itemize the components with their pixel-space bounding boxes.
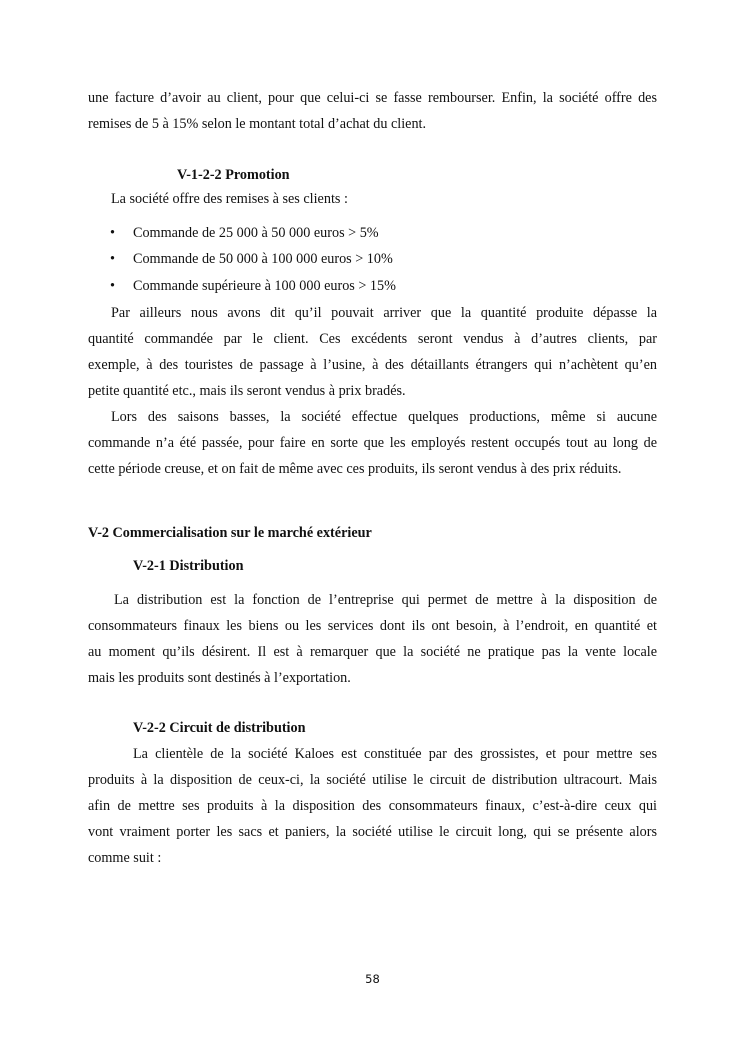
paragraph-line: vont vraiment porter les sacs et paniers, la société utilise le circuit long, qui se présente alors <box>88 824 657 840</box>
paragraph-line: au moment qu’ils désirent. Il est à remarquer que la société ne pratique pas la vente locale <box>88 644 657 660</box>
paragraph-line: quantité commandée par le client. Ces excédents seront vendus à d’autres clients, par <box>88 331 657 347</box>
paragraph-line: une facture d’avoir au client, pour que celui-ci se fasse rembourser. Enfin, la société offre des <box>88 90 657 106</box>
paragraph-line: petite quantité etc., mais ils seront vendus à prix bradés. <box>88 383 406 399</box>
section-heading: V-2-1 Distribution <box>133 558 244 574</box>
paragraph-line: Par ailleurs nous avons dit qu’il pouvait arriver que la quantité produite dépasse la <box>111 305 657 321</box>
paragraph-line: produits à la disposition de ceux-ci, la société utilise le circuit de distribution ultracourt. Mais <box>88 772 657 788</box>
paragraph-line: Lors des saisons basses, la société effectue quelques productions, même si aucune <box>111 409 657 425</box>
paragraph-line: remises de 5 à 15% selon le montant total d’achat du client. <box>88 116 427 132</box>
paragraph-line: consommateurs finaux les biens ou les services dont ils ont besoin, à l’endroit, en quantité et <box>88 618 657 634</box>
section-heading: V-2-2 Circuit de distribution <box>133 720 306 736</box>
bullet-icon: • <box>110 251 115 267</box>
paragraph-line: afin de mettre ses produits à la disposition des consommateurs finaux, c’est-à-dire ceux qui <box>88 798 657 814</box>
list-item: Commande de 25 000 à 50 000 euros > 5% <box>133 225 379 241</box>
paragraph-line: cette période creuse, et on fait de même avec ces produits, ils seront vendus à des prix réduits. <box>88 461 622 477</box>
paragraph-line: La société offre des remises à ses clients : <box>111 191 348 207</box>
bullet-icon: • <box>110 225 115 241</box>
paragraph-line: comme suit : <box>88 850 162 866</box>
paragraph-line: mais les produits sont destinés à l’exportation. <box>88 670 351 686</box>
list-item: Commande supérieure à 100 000 euros > 15% <box>133 278 396 294</box>
paragraph-line: exemple, à des touristes de passage à l’usine, à des détaillants étrangers qui n’achètent qu’en <box>88 357 657 373</box>
paragraph-line: commande n’a été passée, pour faire en sorte que les employés restent occupés tout au long de <box>88 435 657 451</box>
page-number: 58 <box>365 972 380 986</box>
list-item: Commande de 50 000 à 100 000 euros > 10% <box>133 251 393 267</box>
section-heading: V-2 Commercialisation sur le marché extérieur <box>88 525 372 541</box>
section-heading: V-1-2-2 Promotion <box>177 167 290 183</box>
bullet-icon: • <box>110 278 115 294</box>
paragraph-line: La clientèle de la société Kaloes est constituée par des grossistes, et pour mettre ses <box>133 746 657 762</box>
paragraph-line: La distribution est la fonction de l’entreprise qui permet de mettre à la disposition de <box>114 592 657 608</box>
